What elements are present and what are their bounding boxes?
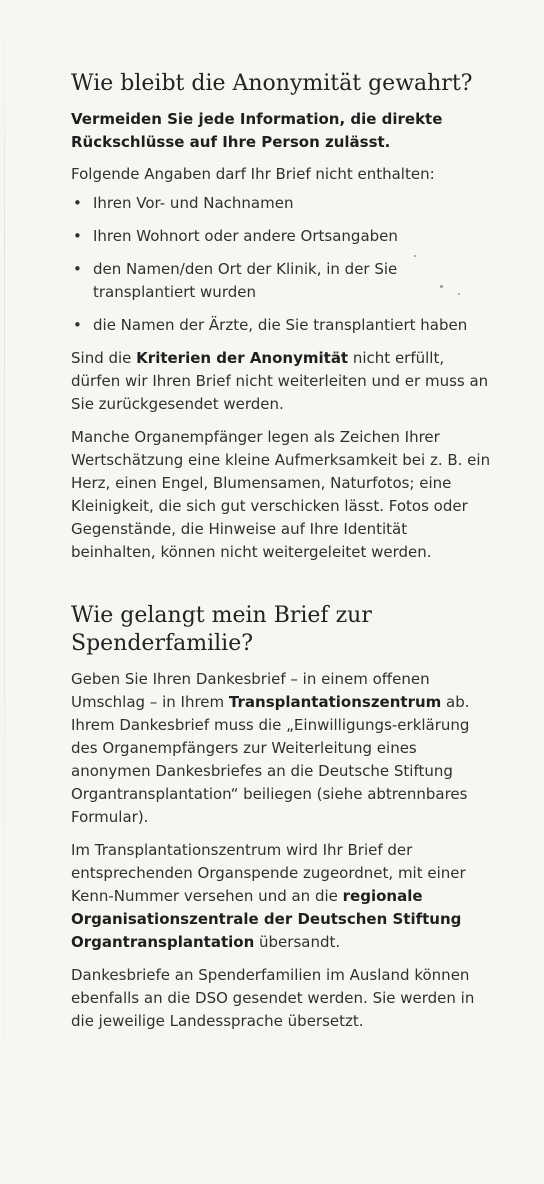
hand-in-paragraph [71,668,491,829]
list-item [71,314,491,337]
text-run: Sind die [71,349,137,367]
list-item-text: Ihren Wohnort oder andere Ortsangaben [93,227,398,245]
emphasis-transplant-center: Transplantationszentrum [228,693,442,711]
bullet-icon: • [73,316,82,334]
anonymity-criteria-paragraph [71,347,491,416]
text-run: übersandt. [254,933,341,951]
section-delivery [71,602,491,1033]
section-heading-delivery: Wie gelangt mein Brief zur Spenderfamilie? [71,603,372,656]
text-column [71,70,491,1033]
lead-statement: Vermeiden Sie jede Information, die direkte Rückschlüsse auf Ihre Person zulässt. [71,110,443,151]
bullet-icon: • [73,194,82,212]
list-item [71,258,491,304]
list-item [71,192,491,215]
emphasis-criteria: Kriterien der Anonymität [136,349,349,367]
list-item-text: den Namen/den Ort der Klinik, in der Sie transplantiert wurden [93,260,398,301]
abroad-paragraph: Dankesbriefe an Spenderfamilien im Ausland können ebenfalls an die DSO gesendet werden. Sie werden in die jeweilige Landessprache übersetzt. [71,966,475,1030]
text-run: ab. Ihrem Dankesbrief muss die „Einwilligungs-erklärung des Organempfängers zur Weiterleitung eines anonymen Dankesbriefes an die Deutsche Stiftung Organtransplantation“ beiliegen (siehe abtrennbares Formular). [71,693,470,826]
small-gift-paragraph: Manche Organempfänger legen als Zeichen Ihrer Wertschätzung eine kleine Aufmerksamkeit bei z. B. ein Herz, einen Engel, Blumensamen, Naturfotos; eine Kleinigkeit, die sich gut verschicken lässt. Fotos oder Gegenstände, die Hinweise auf Ihre Identität beinhalten, können nicht weitergeleitet werden. [71,428,491,561]
page-edge [4,0,5,1184]
text-run: Geben Sie Ihren Dankesbrief – in einem offenen Umschlag – in Ihrem [71,670,430,711]
list-item-text: Ihren Vor- und Nachnamen [93,194,294,212]
bullet-icon: • [73,227,82,245]
emphasis-regional-office: regionale Organisationszentrale der Deutschen Stiftung Organtransplantation [71,887,462,951]
text-run: nicht erfüllt, dürfen wir Ihren Brief nicht weiterleiten und er muss an Sie zurückgesendet werden. [71,349,489,413]
forbidden-info-list [71,192,491,337]
list-item [71,225,491,248]
section-anonymity [71,70,491,564]
list-item-text: die Namen der Ärzte, die Sie transplantiert haben [93,316,468,334]
forwarding-paragraph [71,839,491,954]
bullet-icon: • [73,260,82,278]
section-heading-anonymity: Wie bleibt die Anonymität gewahrt? [71,71,473,96]
intro-text: Folgende Angaben darf Ihr Brief nicht enthalten: [71,165,435,183]
text-run: Im Transplantationszentrum wird Ihr Brief der entsprechenden Organspende zugeordnet, mit einer Kenn-Nummer versehen und an die [71,841,466,905]
